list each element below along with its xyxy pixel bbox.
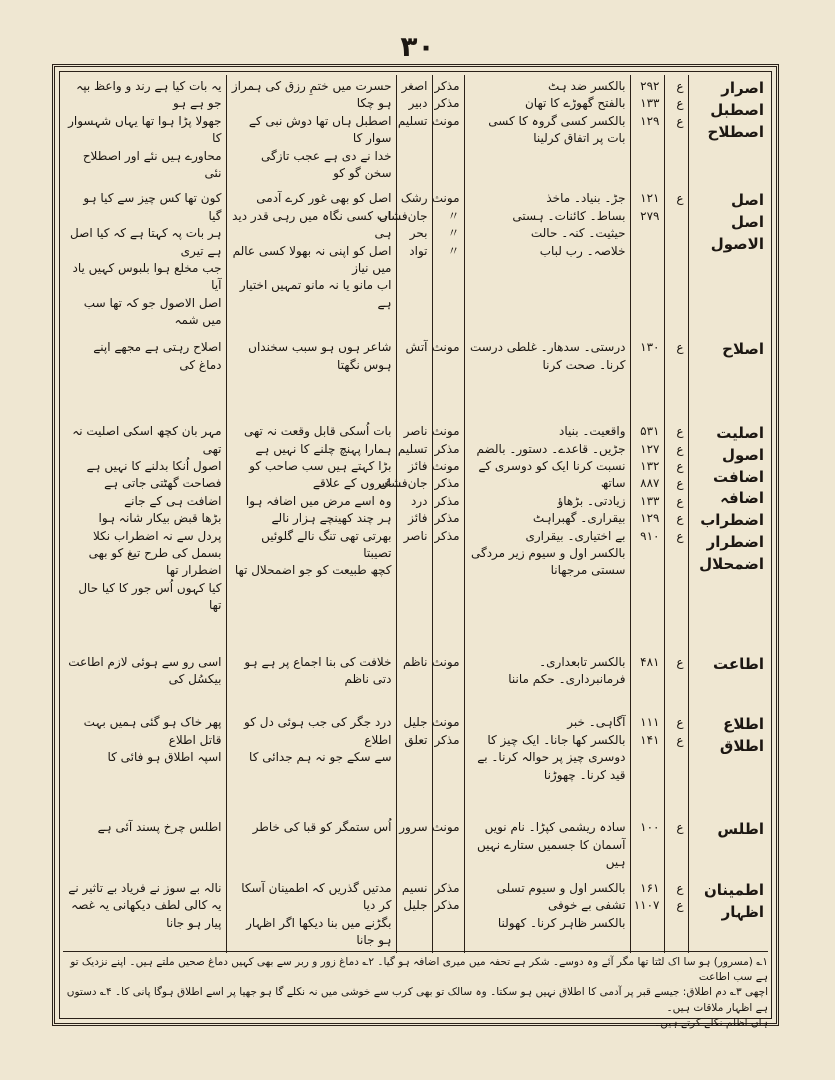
meaning: واقعیت۔ بنیاد (559, 424, 626, 439)
reference-number-cell (630, 877, 664, 953)
reference-number: ۱۲۹ (640, 113, 660, 128)
language-tag-cell (664, 75, 688, 187)
reference-number: ۱۳۰ (640, 340, 660, 355)
verse-second-half-cell (63, 420, 226, 650)
gender-tag: مذکر (434, 476, 460, 491)
verse-second-half-cell (63, 75, 226, 187)
verse-first-half: اُس ستمگر کو قبا کی خاطر (252, 820, 392, 835)
language-tag: ع (676, 820, 684, 835)
gender-tag: 〃 (447, 226, 460, 241)
gender-tag: مونث (431, 820, 460, 835)
poet-name: تسلیم (397, 441, 428, 456)
verse-first-half: شاعر ہوں ہو سبب سخنداں ہوس نگھتا (248, 340, 392, 372)
verse-first-half: مدتیں گذریں کہ اطمینان آسکا کر دیا (241, 880, 392, 913)
poet-name: جان‌فشاں (378, 476, 428, 491)
verse-second-half-cell (63, 651, 226, 712)
verse-second-half-cell (63, 336, 226, 420)
entry-group (63, 75, 768, 187)
language-tag-cell (664, 877, 688, 953)
gender-tag-cell (432, 75, 464, 187)
verse-second-half-cell (63, 187, 226, 336)
gender-tag-cell (432, 420, 464, 650)
verse-second-half: محاورے ہیں نئے اور اصطلاح نئی (82, 148, 222, 180)
reference-number-cell (630, 816, 664, 877)
language-tag: ع (676, 191, 684, 206)
gender-tag: مونث (431, 424, 460, 439)
headword: اطمینان (703, 880, 764, 899)
entry-group (63, 711, 768, 816)
verse-first-half: اب مانو یا نہ مانو تمہیں اختیار ہے (239, 278, 392, 310)
headword: اصرار (721, 79, 764, 97)
verse-second-half: یہ کالی لطف دیکھانی یہ غصہ پیار ہو جانا (71, 898, 222, 930)
reference-number: ۴۸۱ (640, 654, 660, 669)
language-tag: ع (676, 79, 684, 93)
poet-name: درد (411, 493, 428, 508)
headword: اطلاق (719, 737, 764, 756)
meaning-cell (464, 187, 630, 336)
language-tag-cell (664, 816, 688, 877)
headword: اطلاع (723, 715, 764, 734)
meaning-cell (464, 75, 630, 187)
verse-first-half-cell (226, 711, 396, 816)
meaning: بے اختیاری۔ بیقراری (525, 528, 626, 543)
poet-name: نسیم (401, 880, 428, 895)
gender-tag-cell (432, 877, 464, 953)
language-tag: ع (676, 898, 684, 913)
language-tag: ع (676, 511, 684, 526)
headword-cell (688, 651, 768, 712)
verse-first-half: اصطبل ہاں تھا دوش نبی کے سوار کا (248, 113, 392, 146)
language-tag-cell (664, 336, 688, 420)
headword: اضطراب (700, 511, 764, 530)
headword: اصطلاح (707, 122, 764, 141)
meaning-cell (464, 816, 630, 877)
poet-name: جان‌فشاں (378, 208, 428, 223)
headword-cell (688, 420, 768, 650)
entry-group (63, 877, 768, 953)
verse-first-half-cell (226, 420, 396, 650)
verse-second-half: نالہ بے سوز نے فریاد بے تاثیر نے (68, 880, 222, 895)
entry-group (63, 816, 768, 877)
poet-name: اصغر (401, 79, 428, 93)
headword: اصلاح (722, 340, 764, 359)
verse-second-half: ہر بات پہ کہتا ہے کہ کیا اصل ہے تیری (70, 226, 222, 258)
headword: اصل الاصول (710, 213, 764, 253)
meaning: نسبت کرنا ایک کو دوسری کے ساتھ (478, 458, 626, 491)
meaning: بالفتح گھوڑے کا تھان (524, 96, 626, 111)
language-tag-cell (664, 651, 688, 712)
reference-number: ۱۳۳ (640, 96, 660, 111)
headword: اصل (730, 191, 764, 210)
language-tag: ع (676, 732, 684, 747)
verse-first-half: اب کسی نگاہ میں رہی قدر دید ہی (232, 208, 392, 241)
poet-name: ناصر (403, 424, 428, 439)
entry-group (63, 420, 768, 650)
headword: اضمحلال (699, 554, 764, 573)
footnote-line: ہاں اظلم نکلے کرتے ہیں۔ (654, 1016, 768, 1029)
poet-name: رشک (400, 191, 428, 206)
language-tag: ع (676, 654, 684, 669)
verse-second-half: جھولا پڑا ہوا تھا یہاں شہسوار کا (68, 113, 222, 146)
verse-first-half: درد جگر کی جب ہوئی دل کو اطلاع (244, 715, 392, 747)
language-tag: ع (676, 113, 684, 128)
meaning: بالکسر کھا جانا۔ ایک چیز کا دوسری چیز پر حوالہ کرنا۔ بے قید کرنا۔ چھوڑنا (477, 732, 626, 782)
poet-name: بحر (409, 226, 428, 241)
reference-number-cell (630, 420, 664, 650)
poet-name-cell (396, 336, 432, 420)
headword-cell (688, 336, 768, 420)
verse-first-half-cell (226, 187, 396, 336)
reference-number: ۱۲۷ (640, 441, 660, 456)
verse-second-half: یہ بات کیا ہے رند و واعظ بپہ جو ہے ہو (76, 79, 222, 111)
headword: اظہار (721, 902, 764, 921)
language-tag: ع (676, 424, 684, 439)
meaning-cell (464, 711, 630, 816)
verse-first-half: حسرت میں ختمِ رزق کی ہمراز ہو چکا (231, 79, 392, 111)
meaning: بالکسر اول و سیوم زیر مردگی سستی مرجھانا (471, 545, 626, 578)
meaning: بساط۔ کائنات۔ ہستی (512, 208, 626, 223)
meaning: بالکسر ظاہر کرنا۔ کھولنا (497, 915, 626, 930)
verse-second-half-cell (63, 711, 226, 816)
verse-first-half: بڑا کہتے ہیں سب صاحب کو غیروں کے علاقے (249, 458, 392, 491)
gender-tag: مونث (431, 458, 460, 473)
gender-tag-cell (432, 187, 464, 336)
meaning: بالکسر اول و سیوم تسلی تشفی بے خوفی (496, 880, 626, 913)
page-number: ۳۰ (400, 30, 435, 63)
verse-second-half: اصول اُنکا بدلنے کا نہیں ہے (86, 458, 222, 473)
verse-first-half: خدا نے دی ہے عجب تازگی سخن گو کو (261, 148, 392, 180)
gender-tag: مذکر (434, 79, 460, 93)
headword: اضطرار (706, 532, 764, 551)
reference-number: ۸۸۷ (640, 476, 660, 491)
meaning: حیثیت۔ کنہ۔ حالت (530, 226, 626, 241)
verse-first-half-cell (226, 75, 396, 187)
poet-name: تواد (409, 243, 428, 258)
language-tag: ع (676, 528, 684, 543)
verse-second-half: اطلس چرخ پسند آئی ہے (97, 820, 222, 835)
meaning: بالکسر ضد ہٹ (547, 79, 626, 93)
language-tag: ع (676, 340, 684, 355)
verse-first-half-cell (226, 877, 396, 953)
headword-cell (688, 877, 768, 953)
meaning-cell (464, 420, 630, 650)
headword: اضافت (713, 467, 764, 486)
verse-second-half: اصلاح رہتی ہے مجھے اپنے دماغ کی (93, 340, 222, 372)
reference-number: ۱۱۰۷ (633, 898, 660, 913)
poet-name-cell (378, 187, 432, 336)
headword: اصلیت (716, 424, 764, 443)
verse-second-half: بڑھا قبض بیکار شانہ ہوا (98, 511, 222, 526)
gender-tag: مذکر (434, 898, 460, 913)
verse-second-half-cell (63, 816, 226, 877)
poet-name: سرور (399, 820, 428, 835)
poet-name-cell (396, 651, 432, 712)
verse-second-half: اسپہ اطلاق ہو فائی کا (107, 750, 222, 765)
reference-number: ۲۷۹ (640, 208, 660, 223)
reference-number-cell (630, 651, 664, 712)
poet-name-cell (396, 877, 432, 953)
verse-second-half: اسی رو سے ہوئی لازم اطاعت بیکسُل کی (68, 654, 222, 687)
reference-number-cell (630, 336, 664, 420)
meaning: بیقراری۔ گھبراہٹ (532, 511, 626, 526)
verse-first-half-cell (226, 336, 396, 420)
poet-name: ناظم (402, 654, 428, 669)
meaning-cell (464, 651, 630, 712)
footnote-line: اچھی ۳؎ دم اطلاق: جیسے قبر پر آدمی کا اطلاق نہیں ہو سکتا۔ وہ سالک تو بھی کرب سے خوشی میں نہ نکلے گا ہو جھیا پر اسے اطلاق ہوگا پانی کا۔ ۴؎ دستوں ہے اظہار ملاقات ہیں۔ (66, 986, 768, 1014)
meaning: جڑیں۔ قاعدے۔ دستور۔ بالضم (476, 441, 626, 456)
verse-second-half: فصاحت گھٹتی جاتی ہے اضافت ہی کے جانے (104, 476, 222, 508)
headword-cell (688, 187, 768, 336)
meaning: بالکسر کسی گروہ کا کسی بات پر اتفاق کرلینا (488, 113, 626, 146)
reference-number: ۱۲۹ (640, 511, 660, 526)
poet-name: آتش (405, 340, 428, 355)
language-tag: ع (676, 715, 684, 730)
verse-second-half: اصل الاصول جو کہ تھا سب میں شمہ (83, 295, 222, 328)
dictionary-table (63, 75, 768, 953)
language-tag-cell (664, 711, 688, 816)
gender-tag: مذکر (434, 528, 460, 543)
gender-tag: مونث (431, 191, 460, 206)
verse-first-half: ہمارا پہنچ چلنے کا نہیں ہے (255, 441, 392, 456)
reference-number: ۲۹۲ (640, 79, 660, 93)
verse-first-half: سے سکے جو نہ ہم جدائی کا (249, 750, 392, 765)
headword-cell (688, 75, 768, 187)
reference-number-cell (630, 711, 664, 816)
verse-first-half: کچھ طبیعت کو جو اضمحلال تھا (234, 563, 392, 578)
reference-number: ۱۰۰ (640, 820, 660, 835)
poet-name: دبیر (408, 96, 428, 111)
verse-first-half: بھرتی تھی تنگ نالے گلوئیں تصیبتا (261, 528, 392, 560)
headword: اضافہ (720, 489, 764, 508)
gender-tag: مونث (431, 340, 460, 355)
poet-name-cell (396, 816, 432, 877)
meaning: آگاہی۔ خبر (567, 715, 626, 730)
meaning: جڑ۔ بنیاد۔ ماخذ (546, 191, 626, 206)
footnote-line: ۱؎ (مسرور) ہو سا اک لٹتا تھا مگر آئے وہ دوسے۔ شکر ہے تحفہ میں میری اضافہ ہو گیا۔ ۲؎ دماغ زور و ربر سے بھی کہیں دماغ صحیں ملتے ہیں۔ اپنے نزدیک تو ہے سب اطاعت (70, 956, 768, 984)
headword: اطاعت (712, 654, 764, 673)
reference-number-cell (630, 75, 664, 187)
language-tag: ع (676, 476, 684, 491)
meaning: زیادتی۔ بڑھاؤ (557, 493, 626, 508)
verse-second-half: کون تھا کس چیز سے کیا ہو گیا (83, 191, 222, 223)
reference-number: ۱۳۳ (640, 493, 660, 508)
gender-tag: مذکر (434, 441, 460, 456)
poet-name: ناصر (403, 528, 428, 543)
poet-name: تعلق (404, 732, 428, 747)
poet-name-cell (396, 711, 432, 816)
headword: اطلس (717, 820, 764, 839)
dictionary-frame (52, 64, 779, 1029)
entry-group (63, 651, 768, 712)
gender-tag: مذکر (434, 96, 460, 111)
poet-name-cell (378, 420, 432, 650)
gender-tag: مونث (431, 113, 460, 128)
headword: اصول (721, 445, 764, 464)
verse-first-half: بات اُسکی قابل وقعت نہ تھی (243, 424, 392, 439)
meaning-cell (464, 336, 630, 420)
language-tag: ع (676, 880, 684, 895)
reference-number: ۱۳۲ (640, 458, 660, 473)
language-tag-cell (664, 187, 688, 336)
entry-group (63, 187, 768, 336)
poet-name: فائز (408, 458, 428, 473)
gender-tag: مذکر (434, 732, 460, 747)
meaning-cell (464, 877, 630, 953)
gender-tag: 〃 (447, 243, 460, 258)
meaning: درستی۔ سدھار۔ غلطی درست کرنا۔ صحت کرنا (469, 340, 626, 372)
reference-number: ۱۱۱ (640, 715, 660, 730)
dictionary-rows (63, 75, 768, 953)
headword-cell (688, 711, 768, 816)
gender-tag-cell (432, 651, 464, 712)
verse-first-half: وہ اسے مرض میں اضافہ ہوا (245, 493, 392, 508)
gender-tag: مونث (431, 654, 460, 669)
language-tag: ع (676, 493, 684, 508)
gender-tag-cell (432, 816, 464, 877)
verse-first-half: خلافت کی بنا اجماع پر ہے ہو دتی ناظم (244, 654, 392, 687)
reference-number: ۱۶۱ (640, 880, 660, 895)
gender-tag-cell (432, 711, 464, 816)
footnote (63, 951, 768, 1029)
verse-first-half: ہر چند کھینچے ہزار نالے (271, 511, 392, 526)
reference-number: ۹۱۰ (640, 528, 660, 543)
verse-second-half: پردل سے نہ اضطراب نکلا (93, 528, 222, 543)
reference-number: ۱۴۱ (640, 732, 660, 747)
poet-name: فائز (408, 511, 428, 526)
meaning: سادہ ریشمی کپڑا۔ نام نویں آسمان کا جسمیں ستارے نہیں ہیں (476, 820, 626, 869)
poet-name: تسلیم (397, 113, 428, 128)
meaning: بالکسر تابعداری۔ فرمانبرداری۔ حکم ماننا (508, 654, 626, 687)
verse-second-half-cell (63, 877, 226, 953)
gender-tag: مذکر (434, 493, 460, 508)
language-tag-cell (664, 420, 688, 650)
gender-tag: مونث (431, 715, 460, 730)
language-tag: ع (676, 458, 684, 473)
headword: اصطبل (710, 100, 764, 119)
poet-name: جلیل (403, 715, 428, 730)
entry-group (63, 336, 768, 420)
verse-second-half: مہر بان کچھ اسکی اصلیت نہ تھی (72, 424, 222, 456)
verse-first-half: بگڑنے میں بنا دیکھا اگر اظہار ہو جانا (246, 915, 392, 948)
language-tag: ع (676, 96, 684, 111)
meaning: خلاصہ۔ رب لباب (539, 243, 626, 258)
gender-tag-cell (432, 336, 464, 420)
verse-second-half: پھر خاک ہو گئی ہمیں بہت قاتل اطلاع (83, 715, 222, 747)
reference-number: ۱۲۱ (640, 191, 660, 206)
headword-cell (688, 816, 768, 877)
gender-tag: 〃 (447, 208, 460, 223)
reference-number: ۵۳۱ (640, 424, 660, 439)
verse-first-half-cell (226, 816, 396, 877)
verse-first-half-cell (226, 651, 396, 712)
language-tag: ع (676, 441, 684, 456)
poet-name-cell (396, 75, 432, 187)
verse-second-half: کیا کہوں اُس جور کا کیا حال تھا (78, 580, 222, 613)
poet-name: جلیل (403, 898, 428, 913)
verse-first-half: اصل کو اپنی نہ بھولا کسی عالم میں نیاز (232, 243, 392, 276)
gender-tag: مذکر (434, 511, 460, 526)
verse-second-half: جب مخلع ہوا بلبوس کہیں یاد آیا (72, 261, 222, 293)
reference-number-cell (630, 187, 664, 336)
verse-second-half: بسمل کی طرح تیغ کو بھی اضطرار تھا (88, 545, 222, 578)
gender-tag: مذکر (434, 880, 460, 895)
verse-first-half: اصل کو بھی غور کرے آدمی (256, 191, 392, 206)
